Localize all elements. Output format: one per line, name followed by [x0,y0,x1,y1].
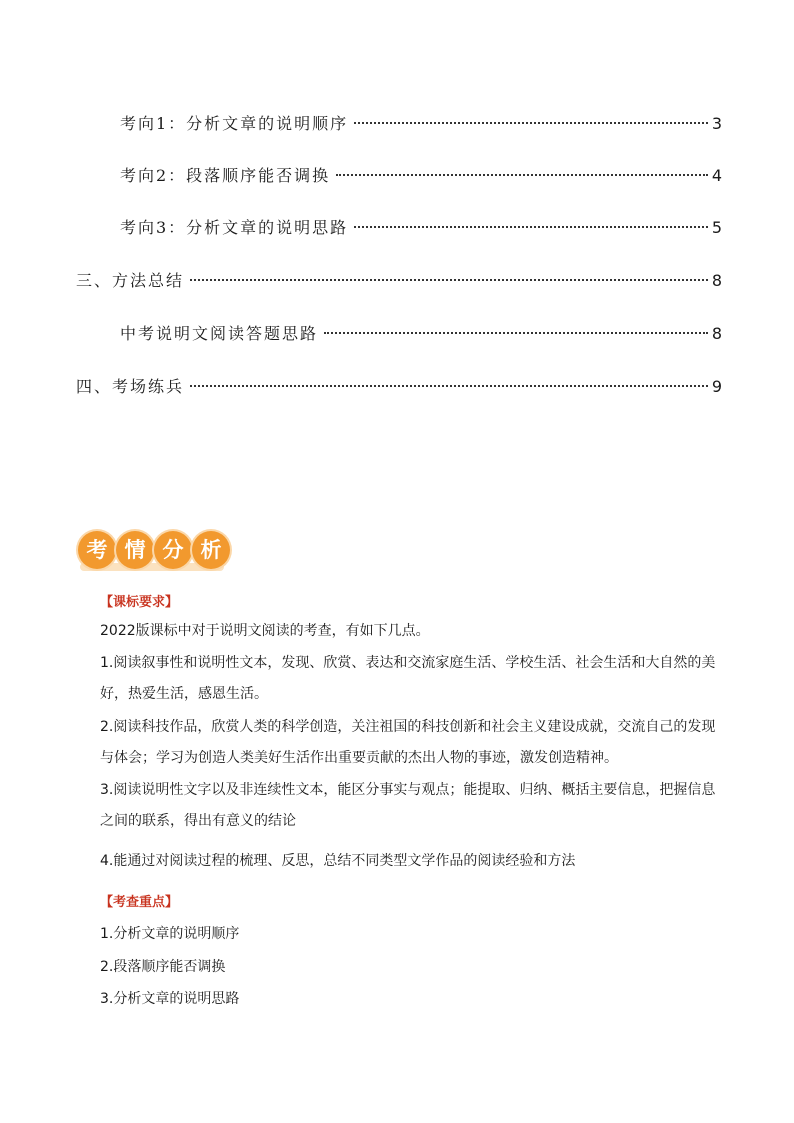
toc-entry-5[interactable] [120,322,722,346]
toc-entry-4[interactable] [76,269,722,293]
toc-entry-title: 四、考场练兵 [76,377,185,396]
toc-entry-page: 4 [711,166,722,185]
intro-paragraph: 2022版课标中对于说明文阅读的考查，有如下几点。 [100,623,430,639]
toc-leader-dots [336,174,708,176]
standard-item-1: 1.阅读叙事性和说明性文本，发现、欣赏、表达和交流家庭生活、学校生活、社会生活和大自然的美好，热爱生活，感恩生活。 [100,655,716,702]
toc-entry-page: 8 [711,324,722,343]
key-point-3: 3.分析文章的说明思路 [100,991,240,1007]
badge-char: 情 [116,531,154,569]
standard-item-4: 4.能通过对阅读过程的梳理、反思，总结不同类型文学作品的阅读经验和方法 [100,853,576,869]
section-badge [74,527,226,575]
section-heading: 【课标要求】 [100,595,179,610]
toc-entry-page: 8 [711,271,722,290]
key-point-2: 2.段落顺序能否调换 [100,959,226,975]
badge-char: 分 [154,531,192,569]
toc-entry-6[interactable] [76,375,722,399]
badge-char: 析 [192,531,230,569]
toc-leader-dots [190,385,708,387]
standard-item-3: 3.阅读说明性文字以及非连续性文本，能区分事实与观点；能提取、归纳、概括主要信息，把握信息之间的联系，得出有意义的结论 [100,782,716,829]
toc-entry-1[interactable] [120,112,722,136]
standard-item-2: 2.阅读科技作品，欣赏人类的科学创造，关注祖国的科技创新和社会主义建设成就，交流自己的发现与体会；学习为创造人类美好生活作出重要贡献的杰出人物的事迹，激发创造精神。 [100,719,716,766]
toc-entry-2[interactable] [120,164,722,188]
toc-entry-title: 考向2：段落顺序能否调换 [120,166,331,185]
toc-leader-dots [190,279,708,281]
toc-leader-dots [354,122,708,124]
toc-entry-page: 3 [711,114,722,133]
toc-entry-title: 考向1：分析文章的说明顺序 [120,114,349,133]
toc-leader-dots [354,226,708,228]
badge-char: 考 [78,531,116,569]
toc-entry-title: 三、方法总结 [76,271,185,290]
toc-leader-dots [324,332,708,334]
key-point-1: 1.分析文章的说明顺序 [100,926,240,942]
section-heading: 【考查重点】 [100,895,179,910]
toc-entry-3[interactable] [120,216,722,240]
toc-entry-title: 中考说明文阅读答题思路 [120,324,319,343]
toc-entry-page: 9 [711,377,722,396]
toc-entry-title: 考向3：分析文章的说明思路 [120,218,349,237]
toc-entry-page: 5 [711,218,722,237]
